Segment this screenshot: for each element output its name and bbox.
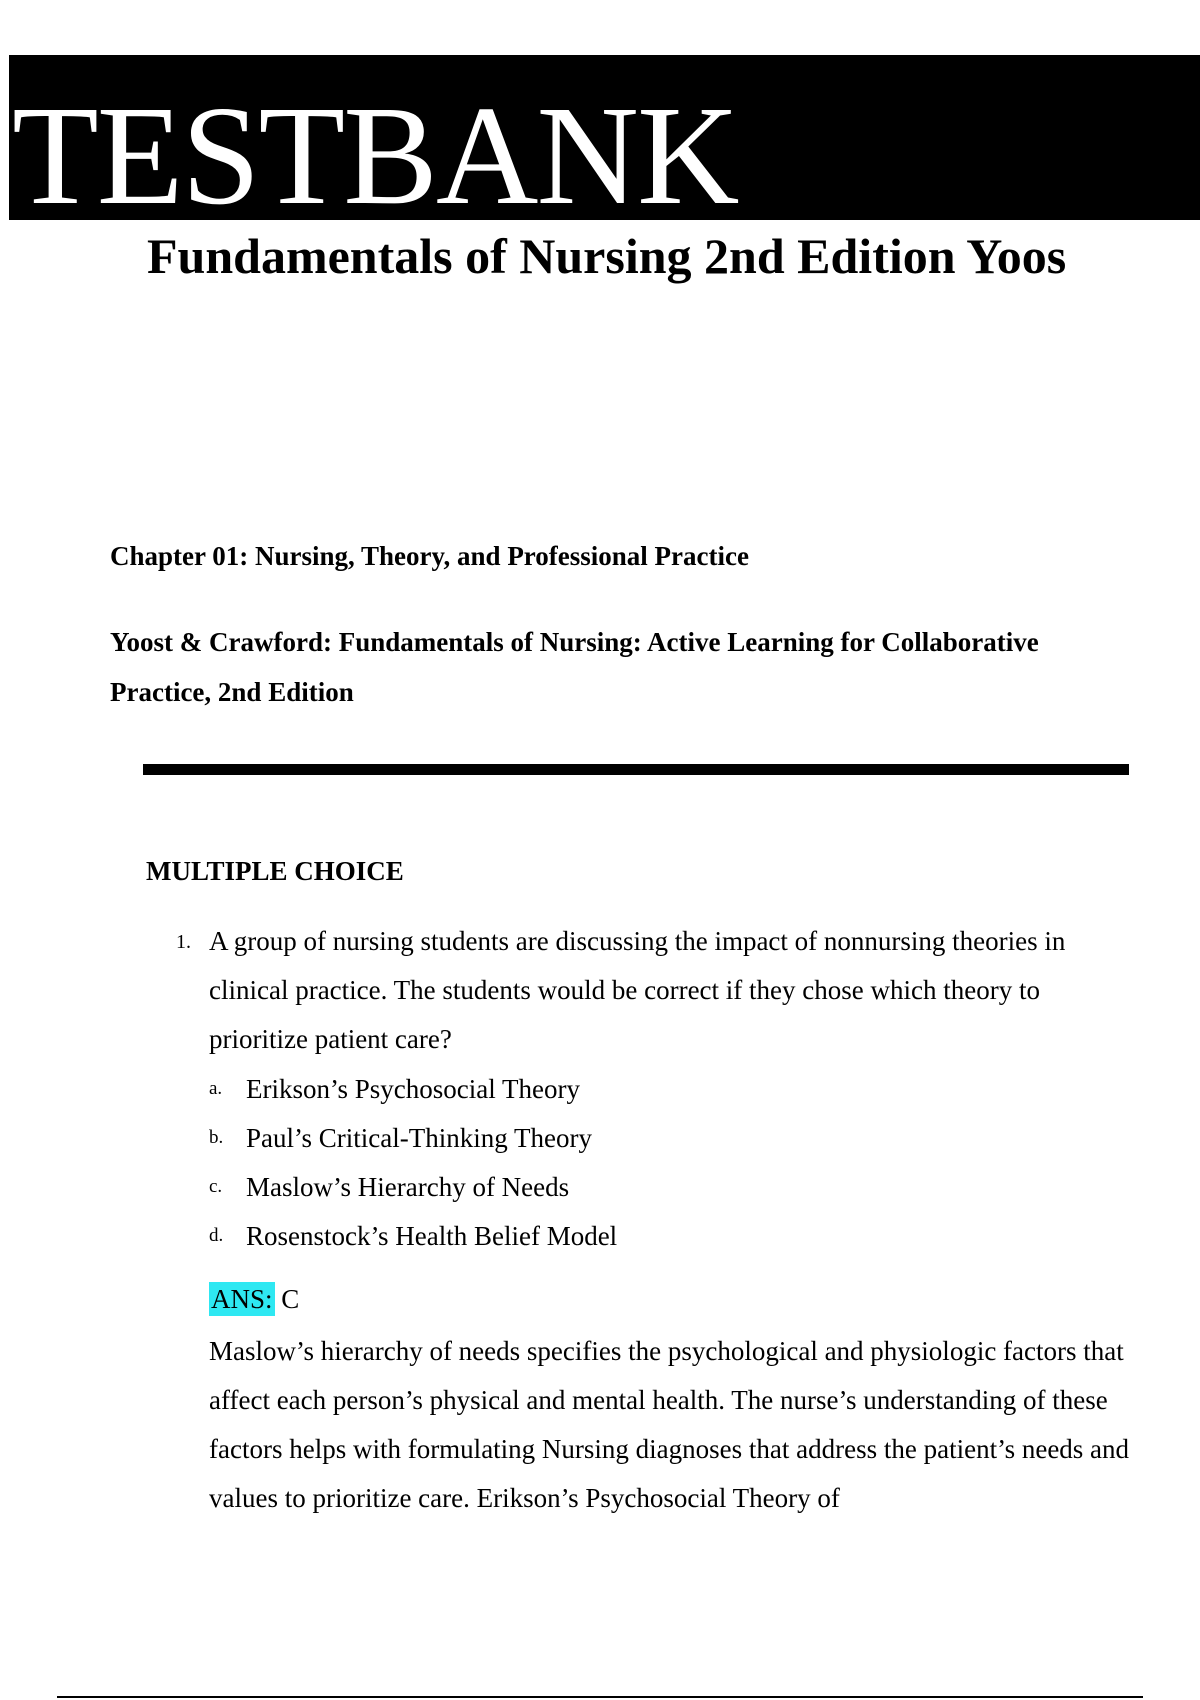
answer-rationale: Maslow’s hierarchy of needs specifies the psychological and physiologic factors that affect each person’s physical and mental health. The nurse’s understanding of these factors helps with formulating Nursing diagnoses that address the patient’s needs and values to prioritize care. Erikson’s Psychosocial Theory of [209,1336,1130,1513]
section-heading: MULTIPLE CHOICE [146,856,404,886]
answer-line [209,1279,299,1319]
option-text: Erikson’s Psychosocial Theory [246,1074,580,1104]
option-b [209,1113,592,1163]
source-citation: Yoost & Crawford: Fundamentals of Nursing: Active Learning for Collaborative Practice, 2nd Edition [110,627,1039,707]
option-letter: a. [209,1078,223,1099]
option-letter: d. [209,1225,224,1246]
book-title: Fundamentals of Nursing 2nd Edition Yoos [147,228,1067,284]
question-stem: A group of nursing students are discussing the impact of nonnursing theories in clinical practice. The students would be correct if they chose which theory to prioritize patient care? [209,926,1066,1054]
page-bottom-rule [57,1696,1143,1698]
option-a [209,1064,580,1114]
chapter-heading: Chapter 01: Nursing, Theory, and Professional Practice [110,541,749,571]
section-divider [143,764,1129,775]
answer-value: C [281,1284,300,1314]
option-text: Maslow’s Hierarchy of Needs [246,1172,570,1202]
answer-label: ANS: [211,1284,273,1314]
option-text: Paul’s Critical-Thinking Theory [246,1123,592,1153]
option-c [209,1162,569,1212]
option-d [209,1211,617,1261]
banner-title: TESTBANK [12,76,738,234]
option-letter: c. [209,1176,223,1197]
option-text: Rosenstock’s Health Belief Model [246,1221,618,1251]
question-number: 1. [176,931,191,953]
option-letter: b. [209,1127,224,1148]
